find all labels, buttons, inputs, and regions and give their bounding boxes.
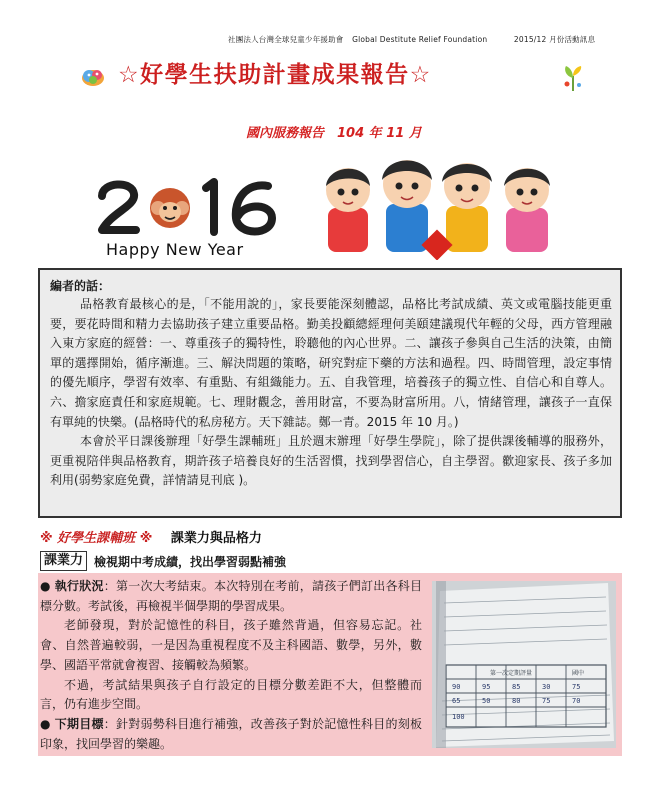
status-paragraph-2: 老師發現，對於記憶性的科目，孩子雖然背過，但容易忘記。社會、自然普遍較弱，一是因為重視程度不及主科國語、數學，另外，數學、國語平常就會複習、接觸較為頻繁。: [40, 618, 422, 672]
section-asterisk: ※: [40, 531, 53, 546]
topic-tag: 課業力: [40, 551, 87, 571]
worksheet-cell: 30: [542, 683, 551, 691]
section-asterisk-end: ※: [139, 531, 153, 546]
status-label: 執行狀況: [54, 579, 104, 593]
page-title: ☆好學生扶助計畫成果報告☆: [118, 62, 432, 88]
next-goal-label: 下期目標: [54, 716, 104, 731]
editor-note-box: [38, 268, 622, 518]
worksheet-cell: 85: [512, 683, 521, 691]
worksheet-cell: 80: [512, 697, 521, 705]
topic-text: 檢視期中考成績，找出學習弱點補強: [94, 554, 287, 569]
report-subtitle: 國內服務報告 104 年 11 月: [246, 126, 422, 141]
status-paragraph: [40, 577, 422, 616]
worksheet-heading: 第一次定期評量: [490, 670, 533, 677]
editor-note-paragraph-1: 品格教育最核心的是，「不能用說的」，家長要能深刻體認，品格比考試成績、英文或電腦技能更重要，要花時間和精力去協助孩子建立重要品格。勤美投顧總經理何美頤建議現代年輕的父母，西方管理融入東方家庭的經營：一、尊重孩子的獨特性，聆聽他的內心世界。二、讓孩子參與自己生活的決策，由簡單的選擇開始，循序漸進。三、解決問題的策略，研究對症下藥的方法和過程。四、時間管理，設定事情的優先順序，學習有效率、有重點、有組織能力。五、自我管理，培養孩子的獨立性、自信心和自尊人。六、擔家庭責任和家庭規範。七、理財觀念，善用財富，不要為財富所用。八，情緒管理，讓孩子一直保有單純的快樂。(品格時代的私房秘方。天下雜誌。鄭一青。2015 年 10 月。): [50, 297, 612, 429]
worksheet-cell: 75: [572, 683, 581, 691]
worksheet-cell: 70: [572, 697, 581, 705]
section-subheading: 課業力與品格力: [170, 531, 262, 546]
newsletter-header: [228, 34, 601, 45]
status-text: ：第一次大考結束。本次特別在考前，請孩子們訂出各科目標分數。考試後，再檢視半個學期的學習成果。: [40, 579, 422, 613]
topic-row: [40, 551, 286, 571]
worksheet-photo-panel: [428, 573, 622, 756]
worksheet-photo: [432, 581, 616, 748]
status-paragraph-3: 不過，考試結果與孩子自行設定的目標分數差距不大，但整體而言，仍有進步空間。: [40, 677, 422, 712]
editor-note-paragraph-2: 本會於平日課後辦理「好學生課輔班」且於週末辦理「好學生學院」，除了提供課後輔導的服務外，更重視陪伴與品格教育，期許孩子培養良好的生活習慣，找到學習信心，自主學習。歡迎家長、孩子多加利用(弱勢家庭免費，詳情請見刊底 )。: [50, 434, 612, 488]
worksheet-cell: 50: [482, 697, 491, 705]
course-name: 好學生課輔班: [57, 531, 136, 546]
status-panel: [38, 573, 428, 756]
editor-note-title: 編者的話：: [50, 279, 111, 293]
foundation-logo-icon: [80, 64, 106, 90]
worksheet-cell: 95: [482, 683, 491, 691]
year-2016-graphic: [96, 178, 286, 238]
cartoon-children-illustration: [322, 150, 562, 260]
worksheet-cell: 65: [452, 697, 461, 705]
next-goal-text: ：針對弱勢科目進行補強，改善孩子對於記憶性科目的刻板印象，找回學習的樂趣。: [40, 716, 422, 751]
org-name: 社團法人台灣全球兒童少年援助會: [228, 35, 344, 44]
happy-new-year-text: Happy New Year: [106, 240, 244, 259]
bullet-icon: ●: [40, 716, 51, 731]
section-heading: [40, 527, 262, 546]
worksheet-column: 國中: [572, 670, 585, 677]
worksheet-cell: 90: [452, 683, 461, 691]
org-name-en: Global Destitute Relief Foundation: [352, 35, 488, 44]
issue-date: 2015/12 月份活動訊息: [513, 35, 596, 44]
bullet-icon: ●: [40, 579, 51, 593]
worksheet-cell: 75: [542, 697, 551, 705]
sprout-icon: [562, 64, 584, 92]
next-goal-paragraph: [40, 715, 422, 754]
worksheet-cell: 100: [452, 713, 465, 721]
